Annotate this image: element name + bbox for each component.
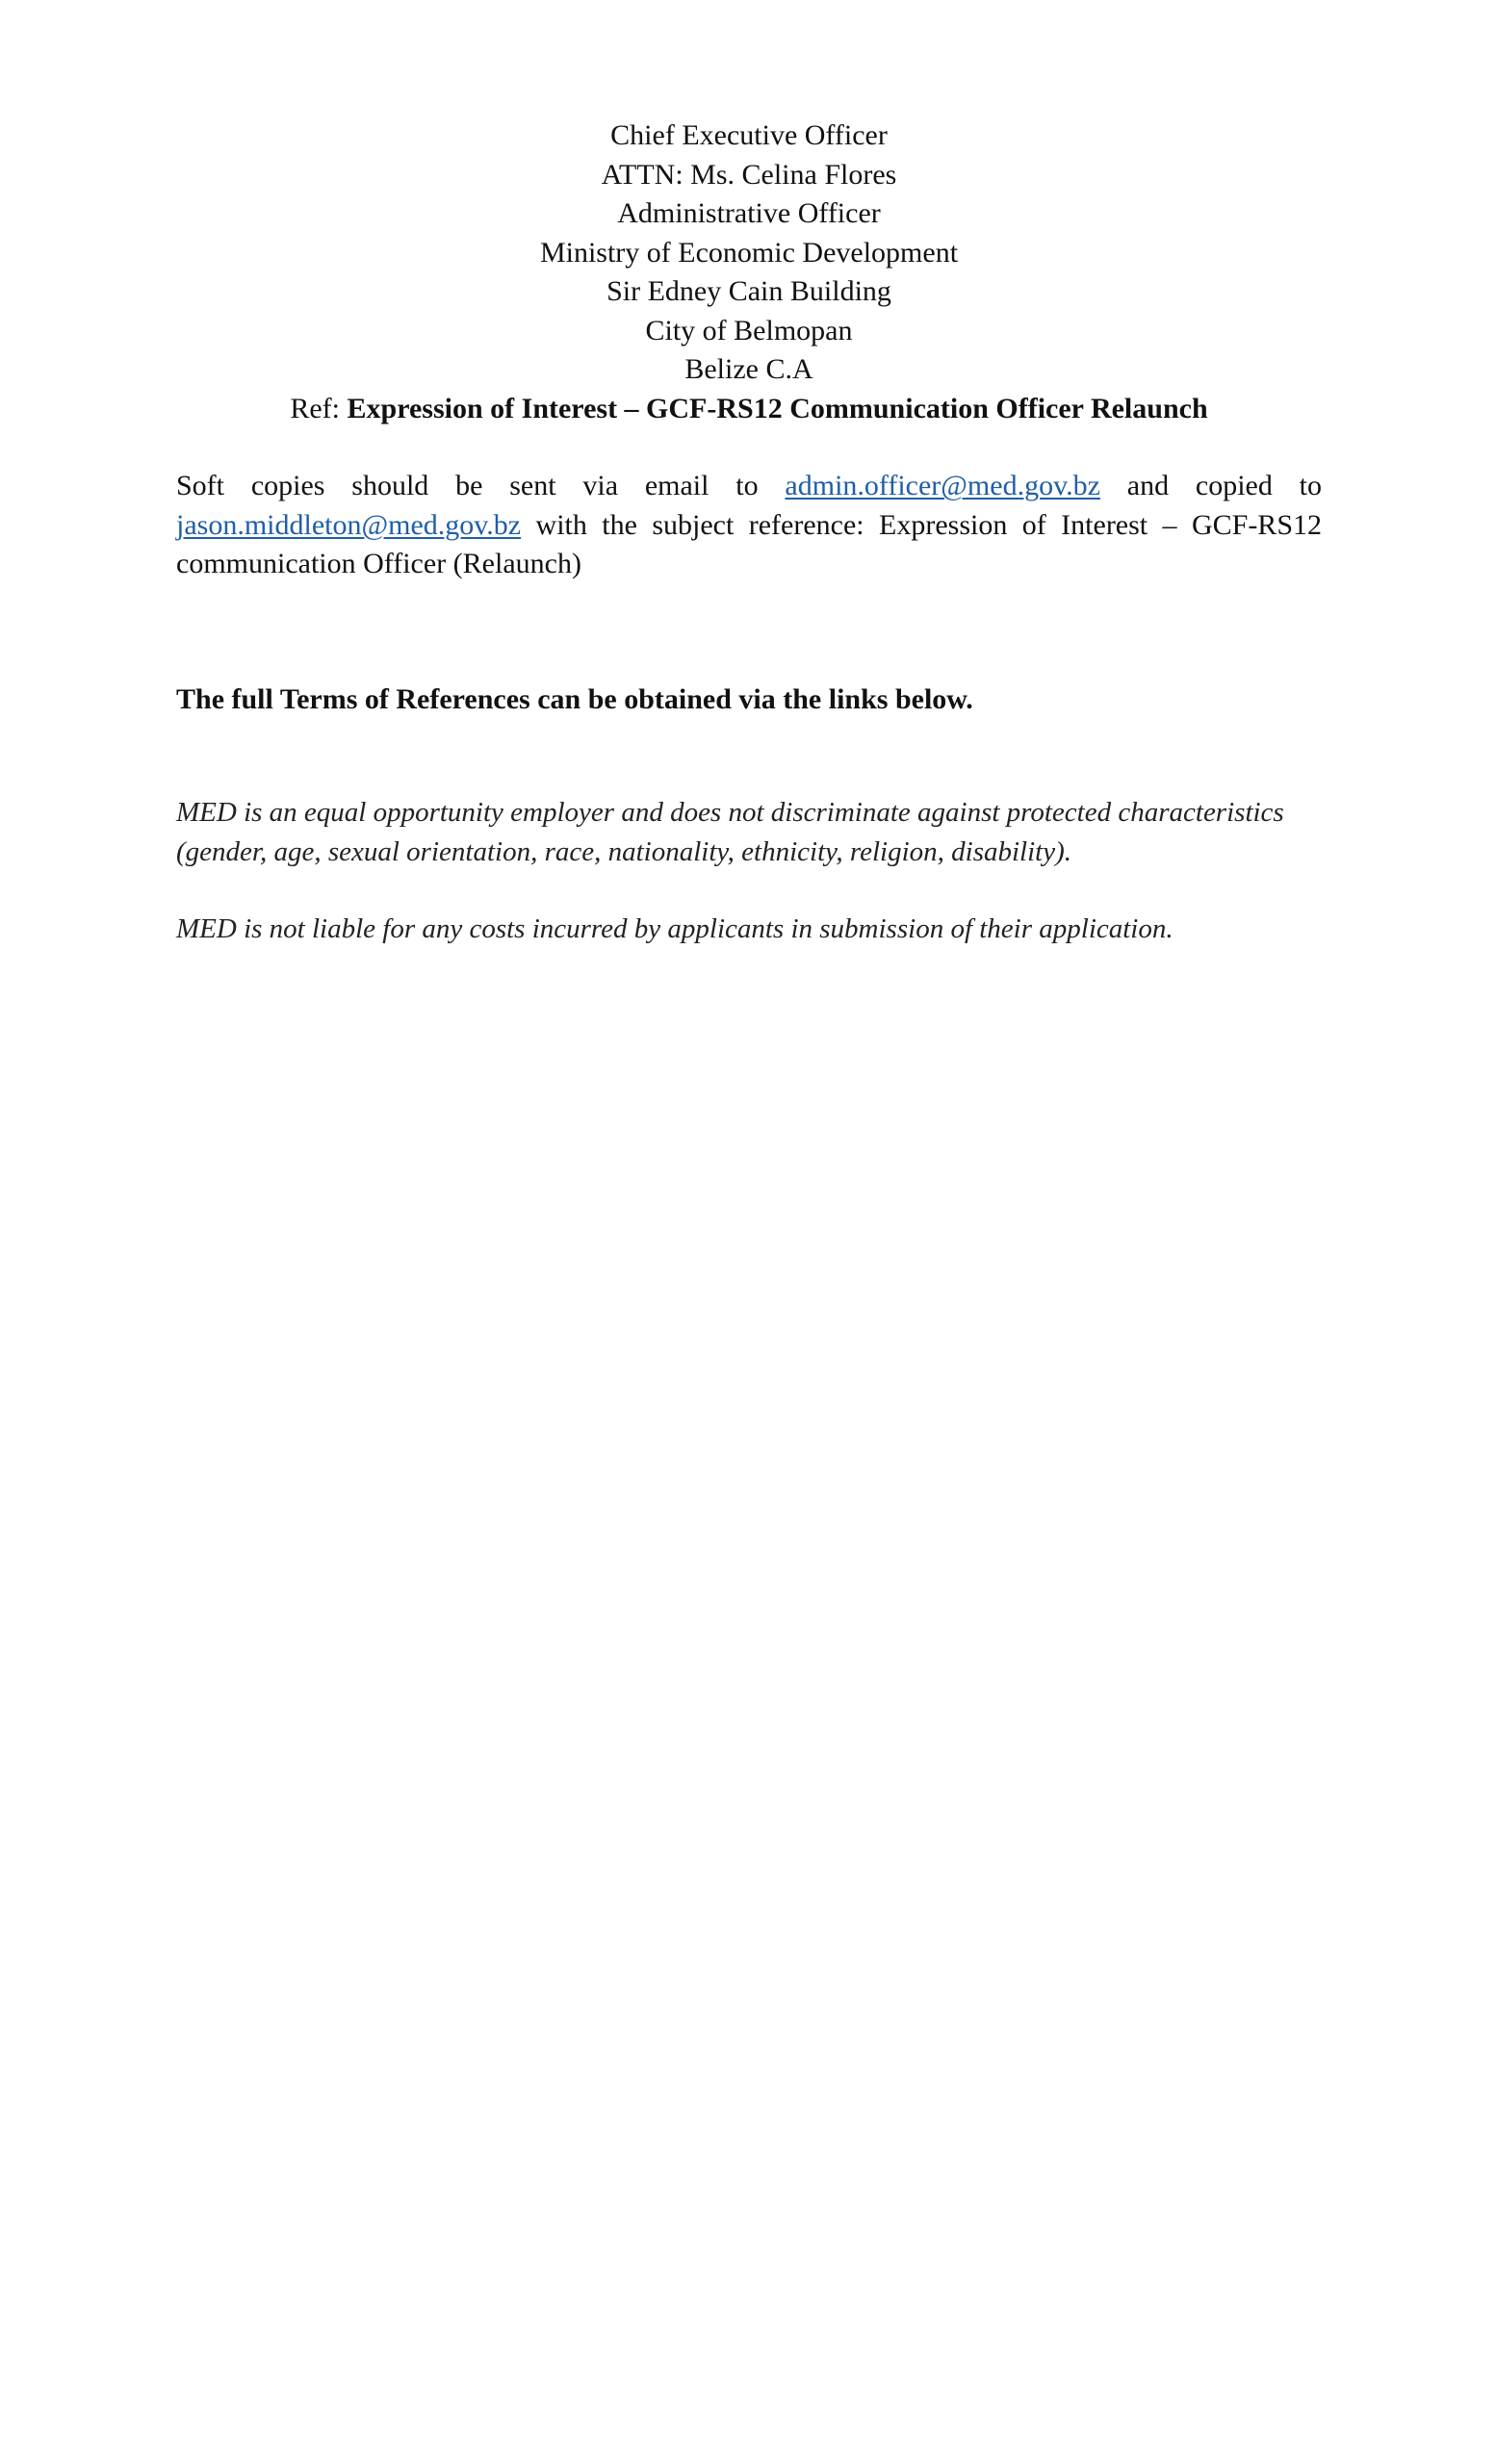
recipient-position: Administrative Officer xyxy=(617,197,881,229)
equal-opportunity-statement: MED is an equal opportunity employer and does not discriminate against protected characteristics (gender, age, sexual orientation, race, nationality, ethnicity, religion, disability). xyxy=(176,797,1284,867)
document-content xyxy=(176,116,1322,977)
reference-line xyxy=(176,390,1322,429)
submission-paragraph xyxy=(176,467,1322,584)
recipient-country: Belize C.A xyxy=(684,353,813,385)
recipient-ministry: Ministry of Economic Development xyxy=(539,236,959,269)
submission-text-end: with the subject reference: Expression of Interest – GCF-RS12 communication Officer (Relaunch) xyxy=(176,508,1323,579)
liability-statement: MED is not liable for any costs incurred by applicants in submission of their application. xyxy=(176,913,1174,944)
submission-text-start: Soft copies should be sent via email to xyxy=(176,470,786,501)
cc-email-link[interactable]: jason.middleton@med.gov.bz xyxy=(176,508,522,541)
recipient-building: Sir Edney Cain Building xyxy=(606,275,891,307)
recipient-address-block xyxy=(176,116,1322,428)
recipient-title: Chief Executive Officer xyxy=(610,119,888,151)
primary-email-link[interactable]: admin.officer@med.gov.bz xyxy=(785,470,1100,501)
terms-of-reference-note: The full Terms of References can be obtained via the links below. xyxy=(176,682,973,715)
reference-label: Ref: xyxy=(290,392,348,424)
submission-text-middle: and copied to xyxy=(1126,470,1323,501)
reference-title: Expression of Interest – GCF-RS12 Communication Officer Relaunch xyxy=(347,392,1208,424)
recipient-city: City of Belmopan xyxy=(645,314,853,346)
recipient-attention: ATTN: Ms. Celina Flores xyxy=(601,158,897,191)
